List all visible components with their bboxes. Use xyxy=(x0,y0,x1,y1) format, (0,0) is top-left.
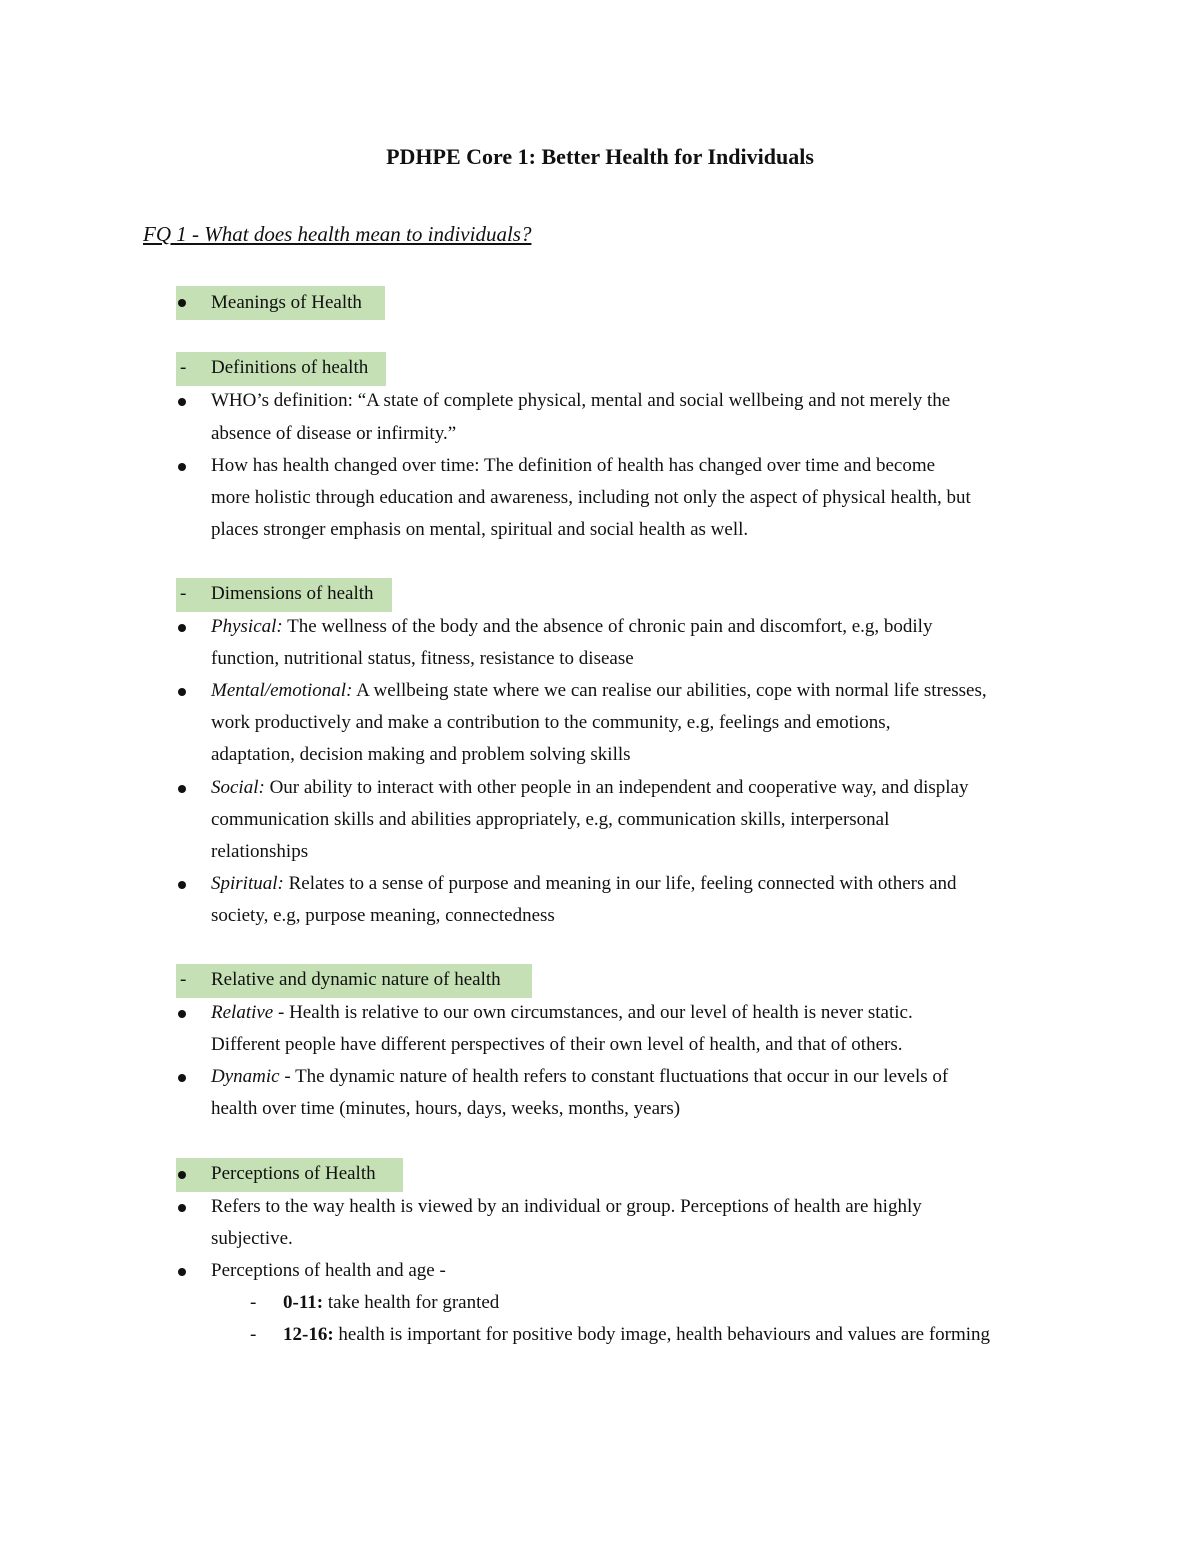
page-title: PDHPE Core 1: Better Health for Individuals xyxy=(386,144,814,169)
age-group-line xyxy=(283,1319,990,1351)
who-definition-line: WHO’s definition: “A state of complete physical, mental and social wellbeing and not merely the xyxy=(211,390,951,411)
mental-line: adaptation, decision making and problem solving skills xyxy=(211,744,631,765)
who-definition-line: absence of disease or infirmity.” xyxy=(211,423,457,444)
meanings-heading: Meanings of Health xyxy=(211,292,362,313)
dynamic-line xyxy=(211,1061,948,1093)
bullet-icon xyxy=(178,1204,186,1212)
dynamic-label: Dynamic xyxy=(211,1066,280,1087)
bullet-icon xyxy=(178,785,186,793)
social-line xyxy=(211,772,969,804)
perceptions-refers-line: subjective. xyxy=(211,1228,293,1249)
bullet-icon xyxy=(178,299,186,307)
bullet-icon xyxy=(178,1074,186,1082)
social-label: Social: xyxy=(211,777,265,798)
dash-marker: - xyxy=(250,1292,257,1313)
spiritual-line: society, e.g, purpose meaning, connectedness xyxy=(211,905,555,926)
mental-line xyxy=(211,675,987,707)
physical-text: The wellness of the body and the absence of chronic pain and discomfort, e.g, bodily xyxy=(282,616,933,637)
bullet-icon xyxy=(178,881,186,889)
social-line: relationships xyxy=(211,841,309,862)
focus-question-heading: FQ 1 - What does health mean to individuals? xyxy=(143,222,532,246)
definitions-heading: Definitions of health xyxy=(211,357,369,378)
perceptions-refers-line: Refers to the way health is viewed by an individual or group. Perceptions of health are highly xyxy=(211,1196,922,1217)
age-group-text: take health for granted xyxy=(323,1292,500,1313)
relative-heading: Relative and dynamic nature of health xyxy=(211,969,501,990)
dash-marker: - xyxy=(250,1324,257,1345)
physical-line: function, nutritional status, fitness, resistance to disease xyxy=(211,648,634,669)
relative-line: Different people have different perspectives of their own level of health, and that of others. xyxy=(211,1034,903,1055)
bullet-icon xyxy=(178,1268,186,1276)
bullet-icon xyxy=(178,688,186,696)
bullet-icon xyxy=(178,1010,186,1018)
dash-marker: - xyxy=(180,357,187,378)
relative-line xyxy=(211,997,913,1029)
mental-line: work productively and make a contribution to the community, e.g, feelings and emotions, xyxy=(211,712,891,733)
dash-marker: - xyxy=(180,969,187,990)
health-change-line: How has health changed over time: The definition of health has changed over time and become xyxy=(211,455,936,476)
social-line: communication skills and abilities appropriately, e.g, communication skills, interpersonal xyxy=(211,809,890,830)
physical-line xyxy=(211,611,932,643)
dynamic-text: - The dynamic nature of health refers to constant fluctuations that occur in our levels of xyxy=(279,1066,949,1087)
relative-label: Relative xyxy=(211,1002,274,1023)
perceptions-age-line: Perceptions of health and age - xyxy=(211,1260,446,1281)
perceptions-heading: Perceptions of Health xyxy=(211,1163,376,1184)
age-group-label: 0-11: xyxy=(283,1292,324,1313)
spiritual-text: Relates to a sense of purpose and meaning in our life, feeling connected with others and xyxy=(283,873,957,894)
mental-text: A wellbeing state where we can realise our abilities, cope with normal life stresses, xyxy=(352,680,987,701)
bullet-icon xyxy=(178,463,186,471)
dash-marker: - xyxy=(180,583,187,604)
age-group-line xyxy=(283,1287,499,1319)
health-change-line: places stronger emphasis on mental, spiritual and social health as well. xyxy=(211,519,749,540)
age-group-text: health is important for positive body image, health behaviours and values are forming xyxy=(333,1324,991,1345)
bullet-icon xyxy=(178,624,186,632)
dynamic-line: health over time (minutes, hours, days, weeks, months, years) xyxy=(211,1098,681,1119)
spiritual-line xyxy=(211,868,957,900)
spiritual-label: Spiritual: xyxy=(211,873,284,894)
bullet-icon xyxy=(178,398,186,406)
dimensions-heading: Dimensions of health xyxy=(211,583,374,604)
physical-label: Physical: xyxy=(211,616,283,637)
social-text: Our ability to interact with other people in an independent and cooperative way, and display xyxy=(264,777,969,798)
relative-text: - Health is relative to our own circumstances, and our level of health is never static. xyxy=(273,1002,913,1023)
mental-label: Mental/emotional: xyxy=(211,680,353,701)
age-group-label: 12-16: xyxy=(283,1324,334,1345)
health-change-line: more holistic through education and awareness, including not only the aspect of physical health, but xyxy=(211,487,971,508)
bullet-icon xyxy=(178,1171,186,1179)
